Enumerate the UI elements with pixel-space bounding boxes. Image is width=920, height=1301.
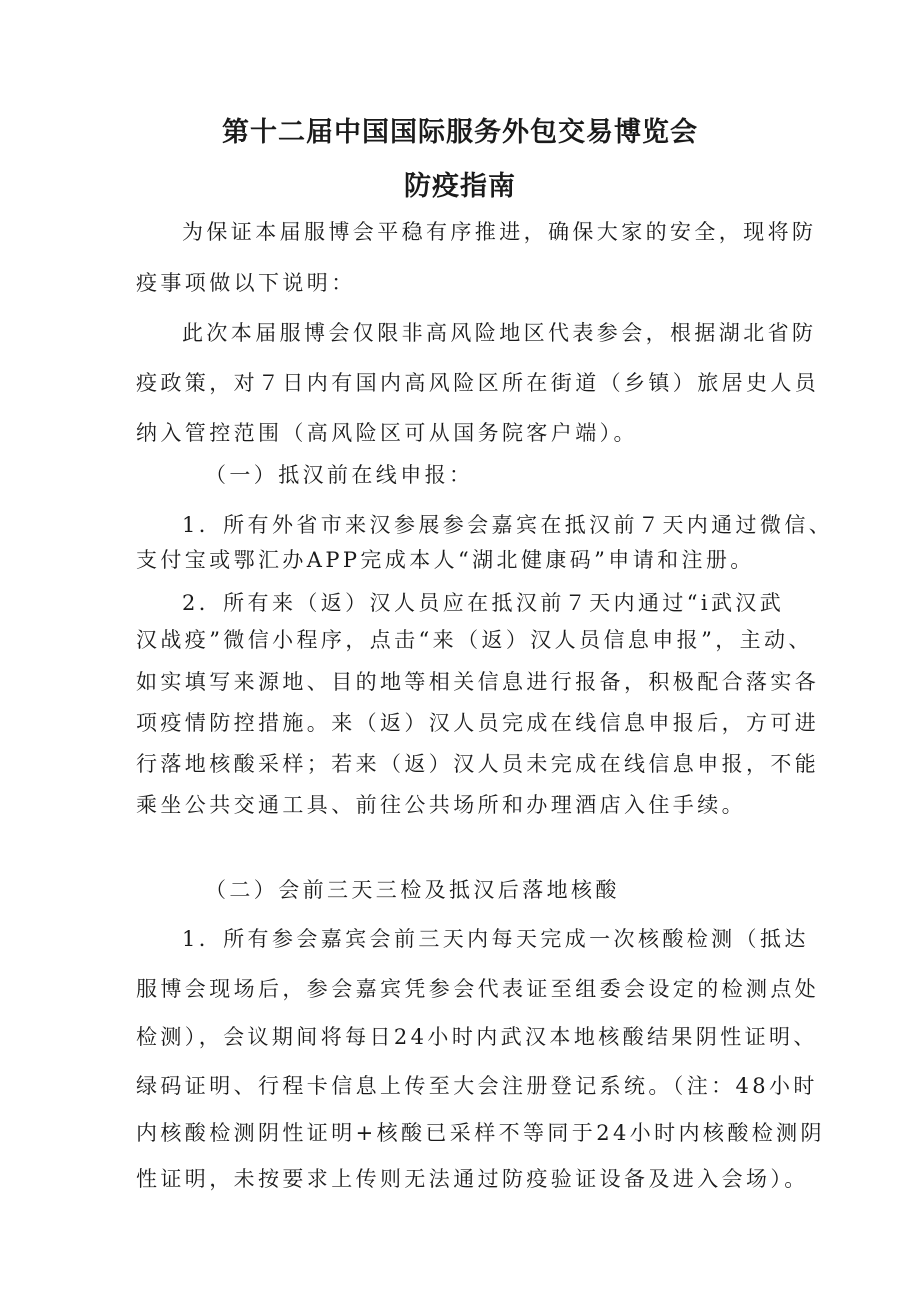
s2-item1-line-4: 绿码证明、行程卡信息上传至大会注册登记系统。（注：48小时 xyxy=(136,1074,818,1098)
s1-item2-line-3: 如实填写来源地、目的地等相关信息进行报备，积极配合落实各 xyxy=(136,670,820,694)
scope-line-3: 纳入管控范围（高风险区可从国务院客户端）。 xyxy=(136,421,638,445)
s1-item2-line-6: 乘坐公共交通工具、前往公共场所和办理酒店入住手续。 xyxy=(136,793,746,817)
s1-item1-line-2: 支付宝或鄂汇办APP完成本人“湖北健康码”申请和注册。 xyxy=(136,548,755,572)
s2-item1-line-1: 1．所有参会嘉宾会前三天内每天完成一次核酸检测（抵达 xyxy=(182,927,809,951)
scope-line-1: 此次本届服博会仅限非高风险地区代表参会，根据湖北省防 xyxy=(182,321,817,345)
intro-line-1: 为保证本届服博会平稳有序推进，确保大家的安全，现将防 xyxy=(182,220,817,244)
document-subtitle: 防疫指南 xyxy=(404,171,516,202)
document-title: 第十二届中国国际服务外包交易博览会 xyxy=(222,117,698,148)
section-1-heading: （一）抵汉前在线申报： xyxy=(205,463,474,487)
s2-item1-line-3: 检测），会议期间将每日24小时内武汉本地核酸结果阴性证明、 xyxy=(136,1025,818,1049)
s1-item2-line-1: 2．所有来（返）汉人员应在抵汉前７天内通过“i武汉武 xyxy=(182,591,785,615)
s2-item1-line-6: 性证明，未按要求上传则无法通过防疫验证设备及进入会场）。 xyxy=(136,1167,809,1191)
scope-line-2: 疫政策，对７日内有国内高风险区所在街道（乡镇）旅居史人员 xyxy=(136,371,820,395)
s1-item1-line-1: 1．所有外省市来汉参展参会嘉宾在抵汉前７天内通过微信、 xyxy=(182,513,834,537)
s2-item1-line-2: 服博会现场后，参会嘉宾凭参会代表证至组委会设定的检测点处 xyxy=(136,977,820,1001)
s2-item1-line-5: 内核酸检测阴性证明+核酸已采样不等同于24小时内核酸检测阴 xyxy=(136,1121,825,1145)
intro-line-2: 疫事项做以下说明： xyxy=(136,271,356,295)
s1-item2-line-4: 项疫情防控措施。来（返）汉人员完成在线信息申报后，方可进 xyxy=(136,711,820,735)
section-2-heading: （二）会前三天三检及抵汉后落地核酸 xyxy=(205,878,620,902)
s1-item2-line-5: 行落地核酸采样；若来（返）汉人员未完成在线信息申报，不能 xyxy=(136,752,820,776)
s1-item2-line-2: 汉战疫”微信小程序，点击“来（返）汉人员信息申报”，主动、 xyxy=(136,628,813,652)
